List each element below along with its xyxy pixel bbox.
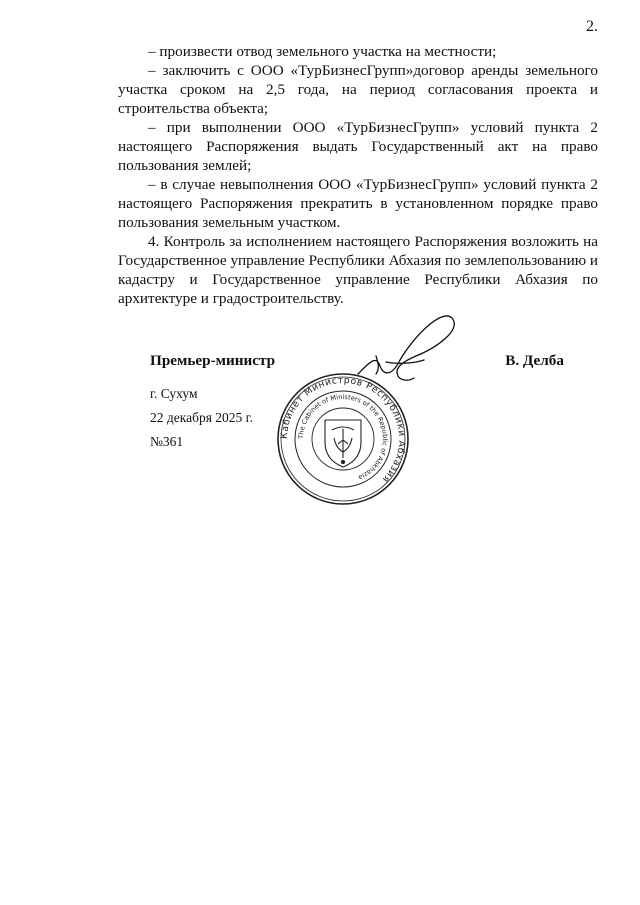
document-number: №361 bbox=[150, 434, 184, 449]
signatory-role: Премьер-министр bbox=[150, 352, 276, 369]
seal-outer-text: Кабинет Министров Республики Абхазия bbox=[278, 374, 408, 485]
paragraph-control: 4. Контроль за исполнением настоящего Распоряжения возложить на Государственное управление Республики Абхазия по землепользованию и кадастру и Государственное управление Республики Абхазия по архитектуре и градостроительству. bbox=[118, 233, 598, 307]
paragraph-state-act: – при выполнении ООО «ТурБизнесГрупп» условий пункта 2 настоящего Распоряжения выдать Государственный акт на право пользования землей; bbox=[118, 119, 598, 174]
handwritten-signature bbox=[356, 302, 466, 388]
paragraph-land-allotment: – произвести отвод земельного участка на местности; bbox=[148, 43, 497, 60]
signatory-name: В. Делба bbox=[505, 352, 564, 369]
seal-inner-text: The Cabinet of Ministers of the Republic of Abkhazia bbox=[296, 392, 390, 482]
issue-city: г. Сухум bbox=[150, 386, 198, 401]
seal-emblem bbox=[325, 420, 361, 467]
paragraph-lease-agreement: – заключить с ООО «ТурБизнесГрупп»договор аренды земельного участка сроком на 2,5 года, на период согласования проекта и строительства объекта; bbox=[118, 62, 598, 117]
paragraph-termination: – в случае невыполнения ООО «ТурБизнесГрупп» условий пункта 2 настоящего Распоряжения прекратить в установленном порядке право пользования земельным участком. bbox=[118, 176, 598, 231]
official-seal-stamp bbox=[276, 372, 410, 506]
issue-date: 22 декабря 2025 г. bbox=[150, 410, 254, 425]
page-number: 2. bbox=[586, 18, 598, 35]
